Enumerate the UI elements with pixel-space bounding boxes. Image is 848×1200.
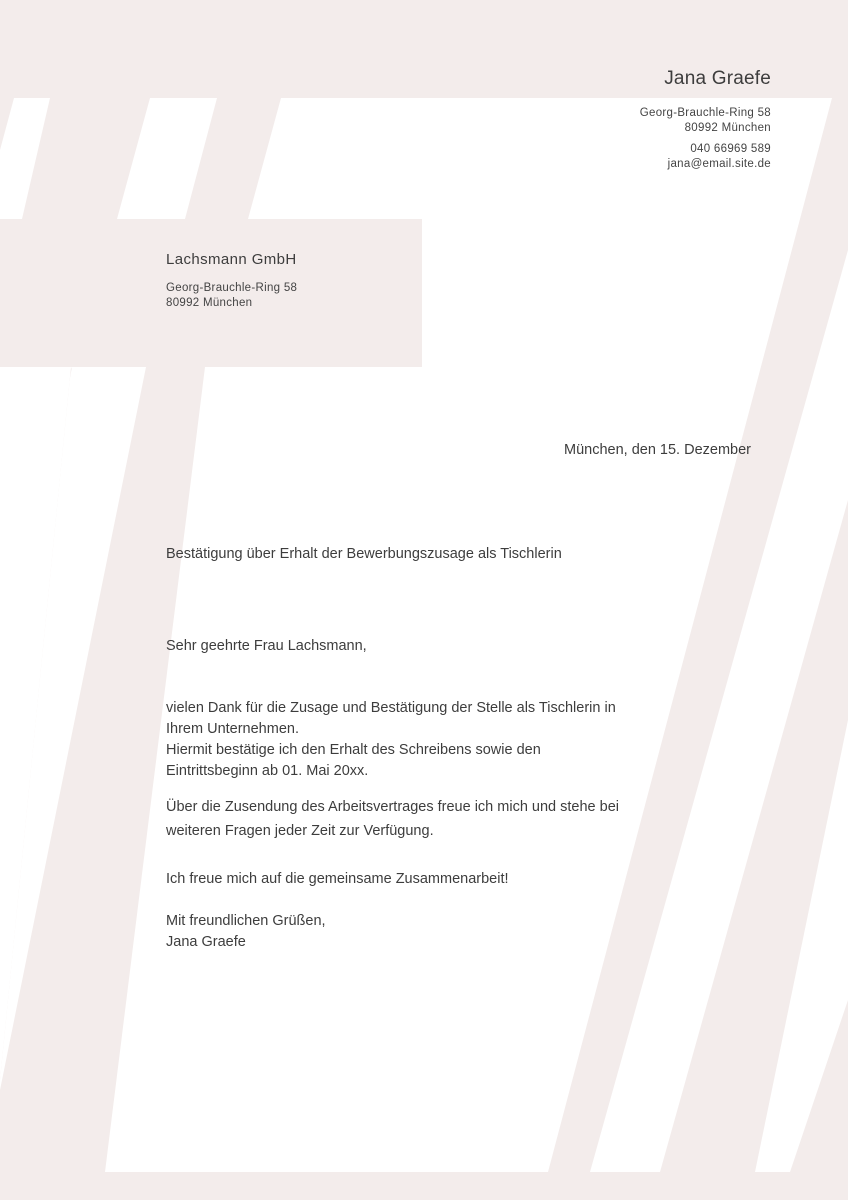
- body-paragraph-1: [166, 698, 686, 782]
- letter-subject: Bestätigung über Erhalt der Bewerbungszusage als Tischlerin: [166, 546, 562, 562]
- recipient-company: Lachsmann GmbH: [166, 251, 297, 268]
- salutation: Sehr geehrte Frau Lachsmann,: [166, 638, 367, 654]
- body-line: weiteren Fragen jeder Zeit zur Verfügung.: [166, 823, 434, 839]
- sender-phone: 040 66969 589: [690, 143, 771, 155]
- body-paragraph-3: Ich freue mich auf die gemeinsame Zusammenarbeit!: [166, 871, 509, 887]
- sender-name: Jana Graefe: [664, 68, 771, 89]
- recipient-city: 80992 München: [166, 297, 253, 309]
- body-line: Eintrittsbeginn ab 01. Mai 20xx.: [166, 763, 369, 779]
- sender-email: jana@email.site.de: [667, 158, 771, 170]
- signature: Jana Graefe: [166, 934, 246, 950]
- closing: Mit freundlichen Grüßen,: [166, 913, 326, 929]
- body-line: Ihrem Unternehmen.: [166, 721, 299, 737]
- body-paragraph-2: [166, 795, 686, 843]
- body-line: Hiermit bestätige ich den Erhalt des Schreibens sowie den: [166, 742, 541, 758]
- letter-date: München, den 15. Dezember: [564, 442, 751, 458]
- sender-city: 80992 München: [684, 122, 771, 134]
- body-line: vielen Dank für die Zusage und Bestätigung der Stelle als Tischlerin in: [166, 700, 616, 716]
- sender-street: Georg-Brauchle-Ring 58: [639, 107, 771, 119]
- body-line: Über die Zusendung des Arbeitsvertrages freue ich mich und stehe bei: [166, 799, 619, 815]
- recipient-street: Georg-Brauchle-Ring 58: [166, 282, 298, 294]
- closing-block: [166, 911, 686, 953]
